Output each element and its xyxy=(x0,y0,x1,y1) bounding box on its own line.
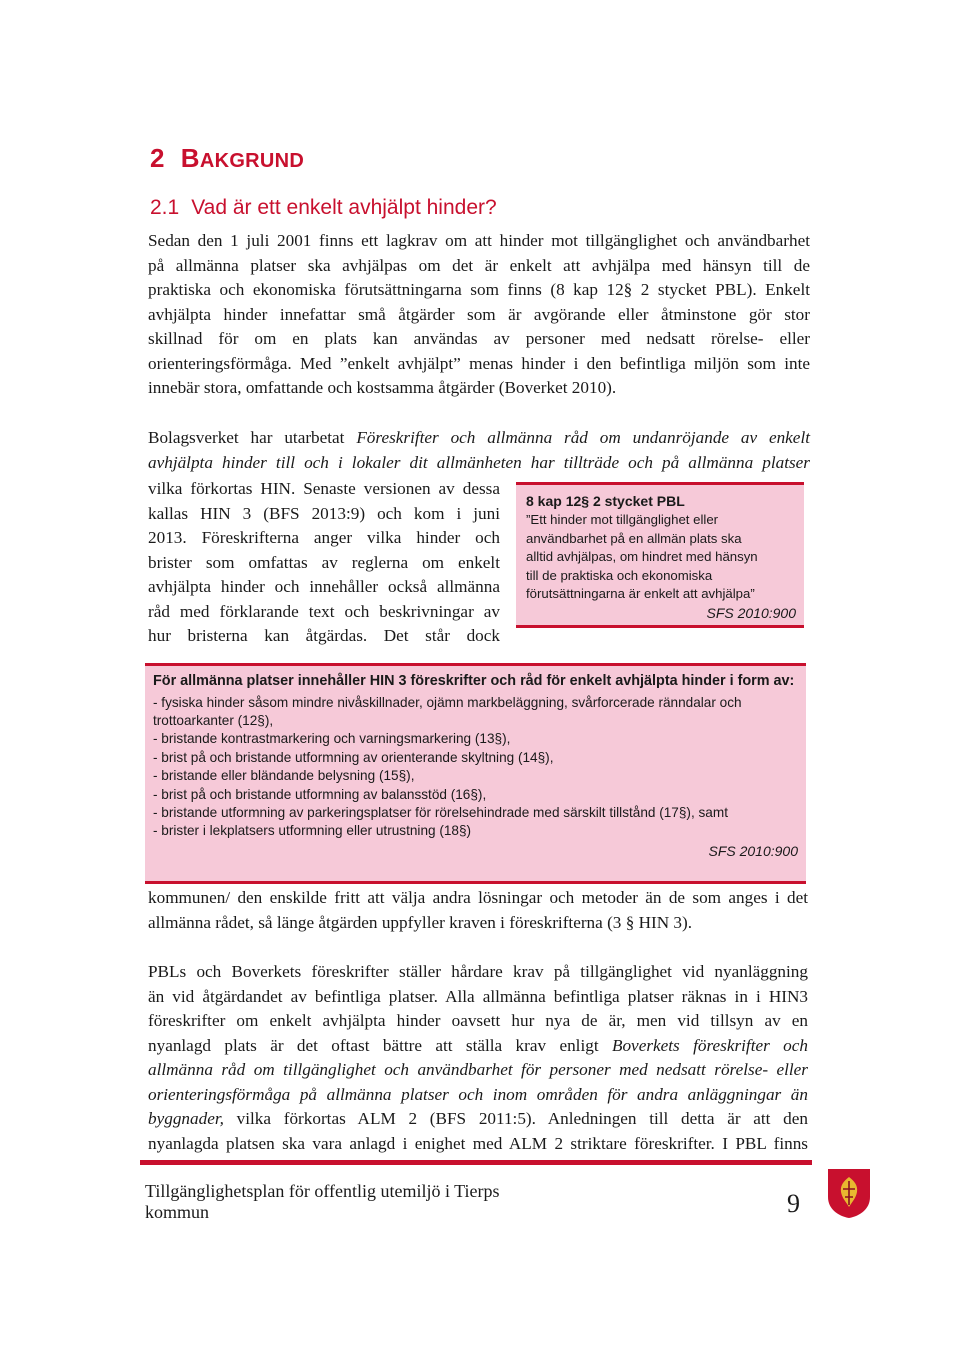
section-heading xyxy=(150,196,497,220)
chapter-title-initial: B xyxy=(180,143,200,173)
list-item: - brister i lekplatsers utformning eller utrustning (18§) xyxy=(153,823,472,839)
list-reference: SFS 2010:900 xyxy=(708,842,798,859)
footer-title: Tillgänglighetsplan för offentlig utemiljö i Tierps kommun xyxy=(145,1181,500,1222)
text-run: Bolagsverket har utarbetat xyxy=(148,428,357,447)
quote-line: användbarhet på en allmän plats ska xyxy=(526,530,742,546)
quote-text xyxy=(526,511,796,604)
text-line: orienteringsförmåga. Med ”enkelt avhjälpt” menas hinder i den befintliga miljön som inte xyxy=(148,353,810,373)
text-line: skillnad för om en plats kan användas av personer med nedsatt rörelse- eller xyxy=(148,329,810,348)
chapter-heading xyxy=(150,143,304,174)
text-line: allmänna rådet, så länge åtgärden uppfyller kraven i föreskrifterna (3 § HIN 3). xyxy=(148,912,693,932)
text-line: avhjälpta hinder innefattar små åtgärder som är avgörande eller åtminstone gör stor xyxy=(148,304,810,324)
text-line: 2013. Föreskrifterna anger vilka hinder och xyxy=(148,528,500,547)
text-line: kallas HIN 3 (BFS 2013:9) och kom i juni xyxy=(148,503,500,523)
text-line xyxy=(148,426,810,451)
document-title-italic: byggnader, xyxy=(148,1109,224,1128)
document-title-italic: Föreskrifter och allmänna råd om undanröjande av enkelt xyxy=(356,428,810,447)
text-line: nyanlagda platsen ska vara anlagd i enighet med ALM 2 striktare föreskrifter. I PBL finns xyxy=(148,1133,808,1153)
list-item: - brist på och bristande utformning av orienterande skyltning (14§), xyxy=(153,749,554,765)
text-line xyxy=(148,1107,808,1132)
text-line: innebär stora, omfattande och kostsamma åtgärder (Boverket 2010). xyxy=(148,378,617,397)
text-line: hur bristerna kan åtgärdas. Det står dock xyxy=(148,626,500,645)
paragraph-municipality xyxy=(148,886,808,935)
chapter-number: 2 xyxy=(150,143,165,173)
chapter-title-rest: AKGRUND xyxy=(199,150,305,172)
section-number: 2.1 xyxy=(150,196,180,219)
text-line: än vid åtgärdandet av befintliga platser. Alla allmänna befintliga platser räknas in i HIN3 xyxy=(148,986,808,1006)
list-heading: För allmänna platser innehåller HIN 3 föreskrifter och råd för enkelt avhjälpta hinder i form av: xyxy=(153,673,795,689)
document-title-italic: avhjälpta hinder till och i lokaler dit allmänheten har tillträde och på allmänna platser xyxy=(148,452,810,472)
quote-heading: 8 kap 12§ 2 stycket PBL xyxy=(526,493,685,509)
document-title-italic: orienteringsförmåga på allmänna platser och inom områden för andra anläggningar än xyxy=(148,1084,808,1104)
paragraph-intro xyxy=(148,229,810,401)
text-line: brister som omfattas av reglerna om enkelt xyxy=(148,552,500,572)
quote-line: alltid avhjälpas, om hindret med hänsyn xyxy=(526,549,758,565)
pbl-quote-box xyxy=(516,482,804,628)
quote-line: ”Ett hinder mot tillgänglighet eller xyxy=(526,512,719,527)
footer-rule xyxy=(140,1160,812,1165)
text-line xyxy=(148,1034,808,1059)
list-item: - bristande kontrastmarkering och varningsmarkering (13§), xyxy=(153,731,511,747)
paragraph-pbl xyxy=(148,960,808,1156)
page-number: 9 xyxy=(787,1189,800,1218)
text-run: nyanlagd plats är det oftast bättre att ställa krav enligt xyxy=(148,1035,612,1055)
text-line: på allmänna platser ska avhjälpas om det är enkelt att avhjälpa med hänsyn till de xyxy=(148,255,810,275)
text-run: vilka förkortas ALM 2 (BFS 2011:5). Anledningen till detta är att den xyxy=(223,1109,808,1128)
list-item: - fysiska hinder såsom mindre nivåskillnader, ojämn markbeläggning, svårforcerade ränndalar och trottoarkanter (12§), xyxy=(153,694,742,728)
text-line: föreskrifter om enkelt avhjälpta hinder oavsett hur nya de är, men vid tillsyn av en xyxy=(148,1011,808,1030)
quote-line: till de praktiska och ekonomiska xyxy=(526,567,713,583)
quote-line: förutsättningarna är enkelt att avhjälpa” xyxy=(526,586,755,602)
municipality-crest-icon xyxy=(826,1167,872,1219)
section-title: Vad är ett enkelt avhjälpt hinder? xyxy=(191,196,497,219)
document-title-italic: allmänna råd om tillgänglighet och användbarhet för personer med nedsatt rörelse- eller xyxy=(148,1060,808,1079)
text-line: avhjälpta hinder och innehåller också allmänna xyxy=(148,577,500,596)
text-line: praktiska och ekonomiska förutsättningarna som finns (8 kap 12§ 2 stycket PBL). Enkelt xyxy=(148,280,810,299)
text-line: råd med förklarande text och beskrivningar av xyxy=(148,601,500,621)
list-item: - bristande eller bländande belysning (15§), xyxy=(153,768,415,784)
text-line: kommunen/ den enskilde fritt att välja andra lösningar och metoder än de som anges i det xyxy=(148,888,808,907)
paragraph-hin-narrow xyxy=(148,477,500,649)
paragraph-hin-intro xyxy=(148,426,810,475)
list-item: - bristande utformning av parkeringsplatser för rörelsehindrade med särskilt tillstånd (17§), samt xyxy=(153,804,728,820)
text-line: PBLs och Boverkets föreskrifter ställer hårdare krav på tillgänglighet vid nyanläggning xyxy=(148,962,808,981)
text-line: vilka förkortas HIN. Senaste versionen av dessa xyxy=(148,479,500,498)
hin3-list-box xyxy=(145,663,806,884)
list-item: - brist på och bristande utformning av balansstöd (16§), xyxy=(153,786,487,802)
text-line: Sedan den 1 juli 2001 finns ett lagkrav om att hinder mot tillgänglighet och användbarhet xyxy=(148,231,810,250)
quote-reference: SFS 2010:900 xyxy=(706,604,796,621)
document-title-italic: Boverkets föreskrifter och xyxy=(611,1035,808,1055)
hin3-list xyxy=(153,694,798,841)
